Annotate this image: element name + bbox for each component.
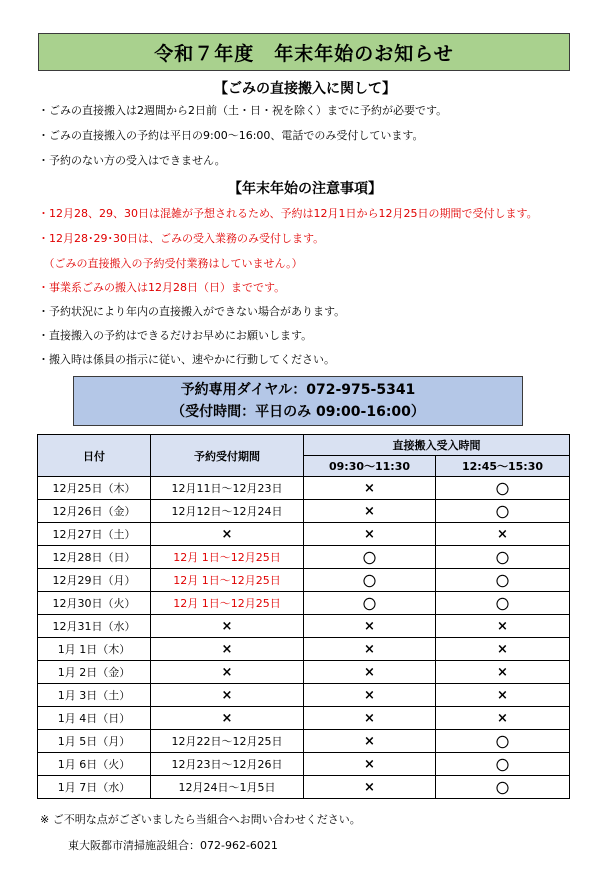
table-row xyxy=(38,546,570,569)
cell-date: 12月25日（木） xyxy=(38,477,151,500)
cell-date: 1月 2日（金） xyxy=(38,661,151,684)
cell-morning: × xyxy=(304,638,436,661)
page-title: 令和７年度 年末年始のお知らせ xyxy=(38,33,570,71)
notice-line: ・ごみの直接搬入の予約は平日の9:00～16:00、電話でのみ受付しています。 xyxy=(38,129,424,142)
notice-line: （ごみの直接搬入の予約受付業務はしていません。） xyxy=(38,257,303,270)
cell-date: 1月 3日（土） xyxy=(38,684,151,707)
table-row xyxy=(38,753,570,776)
cell-date: 12月27日（土） xyxy=(38,523,151,546)
reservation-dial-box xyxy=(73,376,523,426)
cell-period: 12月24日～1月5日 xyxy=(151,776,304,799)
cell-period: × xyxy=(151,707,304,730)
footer-contact: 東大阪都市清掃施設組合：072-962-6021 xyxy=(68,839,278,852)
cell-afternoon: 〇 xyxy=(436,546,570,569)
notice-line: ・予約のない方の受入はできません。 xyxy=(38,154,226,167)
table-row xyxy=(38,684,570,707)
header-time-morning: 09:30～11:30 xyxy=(304,456,436,477)
notice-line: ・12月28、29、30日は混雑が予想されるため、予約は12月1日から12月25日の期間で受付します。 xyxy=(38,207,538,220)
table-row xyxy=(38,707,570,730)
cell-morning: × xyxy=(304,753,436,776)
cell-afternoon: 〇 xyxy=(436,753,570,776)
table-row xyxy=(38,500,570,523)
cell-date: 1月 6日（火） xyxy=(38,753,151,776)
cell-period: 12月12日～12月24日 xyxy=(151,500,304,523)
cell-period: × xyxy=(151,684,304,707)
cell-date: 1月 1日（木） xyxy=(38,638,151,661)
cell-period: × xyxy=(151,638,304,661)
header-time-afternoon: 12:45～15:30 xyxy=(436,456,570,477)
cell-date: 12月29日（月） xyxy=(38,569,151,592)
cell-period: 12月 1日～12月25日 xyxy=(151,569,304,592)
cell-afternoon: × xyxy=(436,523,570,546)
cell-afternoon: 〇 xyxy=(436,500,570,523)
section-heading-direct-delivery: 【ごみの直接搬入に関して】 xyxy=(214,81,396,97)
table-row xyxy=(38,776,570,799)
notice-line: ・事業系ごみの搬入は12月28日（日）までです。 xyxy=(38,281,286,294)
cell-morning: 〇 xyxy=(304,546,436,569)
table-row xyxy=(38,638,570,661)
header-time-group: 直接搬入受入時間 xyxy=(304,435,570,456)
cell-morning: 〇 xyxy=(304,569,436,592)
header-date: 日付 xyxy=(38,435,151,477)
reservation-dial-number: 予約専用ダイヤル：072-975-5341 xyxy=(180,382,416,398)
cell-afternoon: 〇 xyxy=(436,592,570,615)
cell-morning: × xyxy=(304,615,436,638)
cell-date: 12月30日（火） xyxy=(38,592,151,615)
cell-date: 12月26日（金） xyxy=(38,500,151,523)
cell-period: × xyxy=(151,661,304,684)
cell-afternoon: × xyxy=(436,615,570,638)
reservation-hours: （受付時間：平日のみ 09:00-16:00） xyxy=(171,404,425,420)
table-row xyxy=(38,661,570,684)
cell-period: 12月 1日～12月25日 xyxy=(151,592,304,615)
cell-morning: × xyxy=(304,776,436,799)
cell-morning: 〇 xyxy=(304,592,436,615)
cell-period: 12月 1日～12月25日 xyxy=(151,546,304,569)
cell-afternoon: 〇 xyxy=(436,730,570,753)
cell-period: 12月22日～12月25日 xyxy=(151,730,304,753)
cell-date: 1月 7日（水） xyxy=(38,776,151,799)
cell-afternoon: 〇 xyxy=(436,477,570,500)
footer-note: ※ ご不明な点がございましたら当組合へお問い合わせください。 xyxy=(40,813,361,826)
cell-afternoon: × xyxy=(436,661,570,684)
cell-afternoon: × xyxy=(436,707,570,730)
cell-morning: × xyxy=(304,707,436,730)
cell-period: 12月23日～12月26日 xyxy=(151,753,304,776)
cell-morning: × xyxy=(304,500,436,523)
notice-line: ・ごみの直接搬入は2週間から2日前（土・日・祝を除く）までに予約が必要です。 xyxy=(38,104,448,117)
table-row xyxy=(38,477,570,500)
cell-afternoon: × xyxy=(436,684,570,707)
cell-period: × xyxy=(151,523,304,546)
table-row xyxy=(38,615,570,638)
header-period: 予約受付期間 xyxy=(151,435,304,477)
table-row xyxy=(38,592,570,615)
cell-morning: × xyxy=(304,661,436,684)
cell-afternoon: 〇 xyxy=(436,776,570,799)
cell-date: 1月 4日（日） xyxy=(38,707,151,730)
cell-morning: × xyxy=(304,477,436,500)
cell-morning: × xyxy=(304,523,436,546)
cell-date: 12月31日（水） xyxy=(38,615,151,638)
notice-line: ・直接搬入の予約はできるだけお早めにお願いします。 xyxy=(38,329,313,342)
schedule-table xyxy=(37,434,570,799)
cell-date: 1月 5日（月） xyxy=(38,730,151,753)
cell-period: 12月11日～12月23日 xyxy=(151,477,304,500)
notice-line: ・12月28･29･30日は、ごみの受入業務のみ受付します。 xyxy=(38,232,325,245)
notice-line: ・搬入時は係員の指示に従い、速やかに行動してください。 xyxy=(38,353,335,366)
table-row xyxy=(38,523,570,546)
cell-date: 12月28日（日） xyxy=(38,546,151,569)
section-heading-year-end: 【年末年始の注意事項】 xyxy=(228,181,382,197)
cell-period: × xyxy=(151,615,304,638)
table-row xyxy=(38,569,570,592)
notice-line: ・予約状況により年内の直接搬入ができない場合があります。 xyxy=(38,305,346,318)
table-row xyxy=(38,730,570,753)
cell-morning: × xyxy=(304,684,436,707)
cell-morning: × xyxy=(304,730,436,753)
cell-afternoon: 〇 xyxy=(436,569,570,592)
cell-afternoon: × xyxy=(436,638,570,661)
